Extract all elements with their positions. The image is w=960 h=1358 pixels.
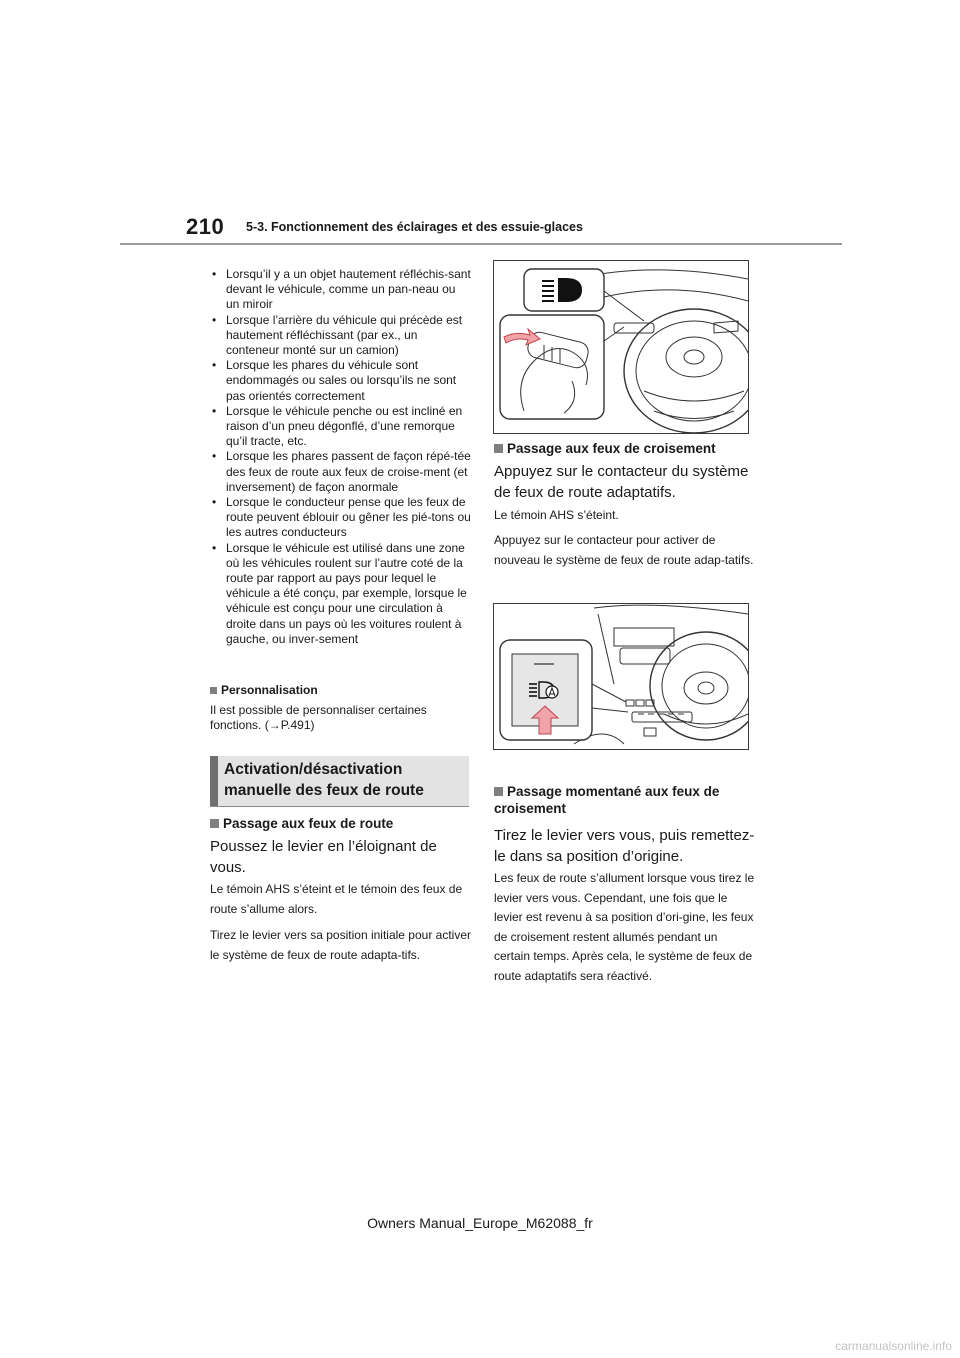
list-item: • Lorsque les phares passent de façon répé-tée des feux de route aux feux de croise-ment (et inversement) de façon anormale [210,449,472,495]
header-divider [120,243,842,245]
personnalisation-heading [210,683,318,698]
lever-illustration [493,260,749,434]
list-item: • Lorsque le véhicule penche ou est incliné en raison d’un pneu dégonflé, d’une remorque qu’il tracte, etc. [210,404,472,450]
low-beam-title: Passage aux feux de croisement [507,441,716,456]
condition-list [210,267,472,647]
low-beam-note-2: Appuyez sur le contacteur pour activer de nouveau le système de feux de route adap-tatifs. [494,533,754,567]
square-marker-icon [210,819,219,828]
high-beam-title: Passage aux feux de route [223,816,394,831]
section-title: Activation/désactivation manuelle des feux de route [224,761,424,799]
momentary-lead: Tirez le levier vers vous, puis remettez-le dans sa position d’origine. [494,827,755,865]
low-beam-heading [494,440,756,457]
personnalisation-title: Personnalisation [221,683,318,697]
high-beam-note-2: Tirez le levier vers sa position initiale pour activer le système de feux de route adapta-tifs. [210,928,471,962]
section-title-bar [210,756,218,806]
section-header: 5-3. Fonctionnement des éclairages et des essuie-glaces [246,220,583,234]
page-number: 210 [186,214,225,239]
momentary-heading [494,783,756,817]
square-marker-icon [494,444,503,453]
square-marker-icon [494,787,503,796]
square-marker-icon [210,687,217,694]
momentary-note: Les feux de route s’allument lorsque vous tirez le levier vers vous. Cependant, une fois que le levier est revenu à sa position d’ori-gine, les feux de croisement restent allumés pendant un certain temps. Après cela, le système de feux de route adaptatifs sera réactivé. [494,871,755,983]
high-beam-heading [210,815,472,832]
low-beam-lead: Appuyez sur le contacteur du système de feux de route adaptatifs. [494,463,749,501]
low-beam-note-1: Le témoin AHS s’éteint. [494,508,619,522]
watermark: carmanualsonline.info [835,1339,952,1353]
list-item: • Lorsque les phares du véhicule sont endommagés ou sales ou lorsqu’ils ne sont pas orientés correctement [210,358,472,404]
list-item: • Lorsque le véhicule est utilisé dans une zone où les véhicules roulent sur l’autre coté de la route par rapport au pays pour lequel le véhicule a été conçu, par exemple, lorsque le véhicule est conçu pour une circulation à droite dans un pays où les voitures roulent à gauche, ou inver-sement [210,541,472,647]
momentary-title: Passage momentané aux feux de croisement [494,784,720,816]
section-divider [210,806,469,807]
list-item: • Lorsque l’arrière du véhicule qui précède est hautement réfléchissant (par ex., un conteneur monté sur un camion) [210,313,472,359]
footer-manual-id: Owners Manual_Europe_M62088_fr [367,1215,593,1231]
high-beam-note-1: Le témoin AHS s’éteint et le témoin des feux de route s’allume alors. [210,882,463,916]
personnalisation-body: Il est possible de personnaliser certaines fonctions. (→P.491) [210,703,427,733]
section-title-box [210,756,469,806]
list-item: • Lorsqu’il y a un objet hautement réfléchis-sant devant le véhicule, comme un pan-neau ou un miroir [210,267,472,313]
high-beam-lead: Poussez le levier en l’éloignant de vous. [210,838,437,876]
list-item: • Lorsque le conducteur pense que les feux de route peuvent éblouir ou gêner les pié-tons ou les autres conducteurs [210,495,472,541]
ahs-switch-illustration [493,603,749,750]
